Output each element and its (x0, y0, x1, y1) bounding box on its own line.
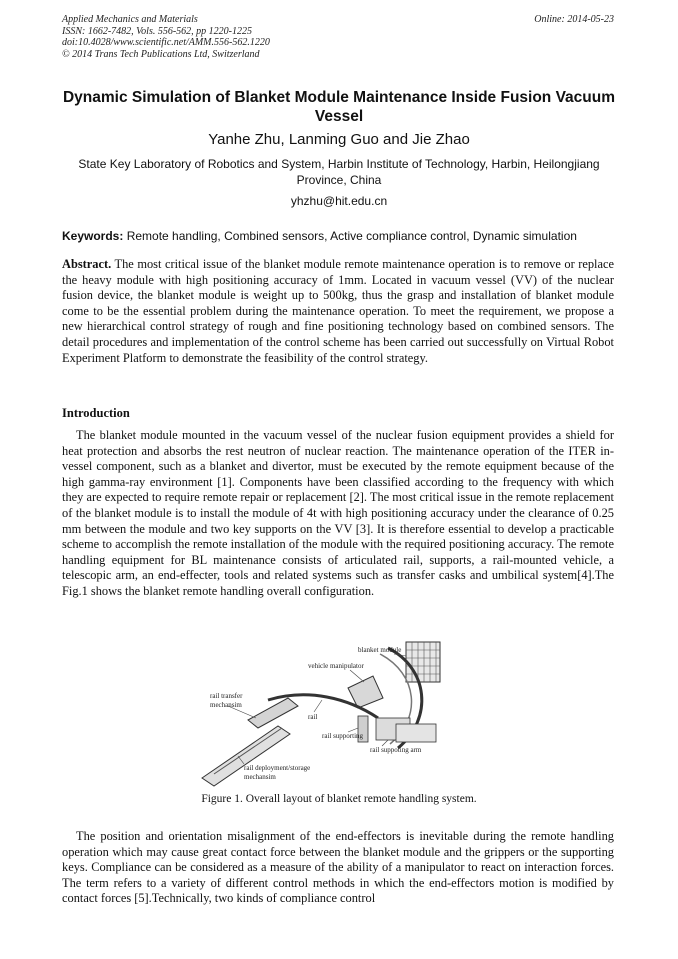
paper-affiliation: State Key Laboratory of Robotics and System, Harbin Institute of Technology, Harbin, Heilongjiang Province, China (78, 157, 600, 187)
keywords-text: Remote handling, Combined sensors, Active compliance control, Dynamic simulation (126, 229, 577, 243)
intro-heading: Introduction (62, 406, 130, 420)
label-vehicle-manipulator: vehicle manipulator (308, 662, 364, 670)
label-rail-transfer: rail transfer (210, 692, 243, 700)
label-rail-supporting: rail supporting (322, 732, 364, 740)
label-rail: rail (308, 713, 318, 721)
paper-title: Dynamic Simulation of Blanket Module Maintenance Inside Fusion Vacuum Vessel (62, 89, 616, 125)
author-email: yhzhu@hit.edu.cn (290, 194, 388, 208)
rail-transfer-shape (248, 698, 298, 728)
intro-paragraph: The blanket module mounted in the vacuum vessel of the nuclear fusion equipment provides a shield for heat protection and absorbs the rest neutron of nuclear reaction. The maintenance operation of the ITER in-vessel component, such as a blanket and divertor, must be executed by the remote equipment because of the high gamma-ray environment [1]. Components have been classified according to the frequency with which they are expected to require remote repair or replacement [2]. The most critical issue in the remote replacement of the blanket module is to install the module of 4t with high positioning accuracy under the clearance of 0.25 mm between the module and two key supports on the VV [3]. It is therefore essential to develop a practicable scheme to accomplish the remote installation of the module with the required positioning accuracy. The remote handling equipment for BL maintenance consists of articulated rail, supports, a rail-mounted vehicle, a telescopic arm, an end-effecter, tools and related systems such as transfer casks and umbilical system[4].The Fig.1 shows the blanket remote handling overall configuration. (62, 428, 614, 598)
abstract-paragraph (62, 257, 614, 366)
cask-shape (396, 724, 436, 742)
journal-header (62, 14, 270, 60)
abstract-text: The most critical issue of the blanket module remote maintenance operation is to remove or replace the heavy module with high positioning accuracy of 1mm. Located in vacuum vessel (VV) of the nuclear fusion device, the blanket module is weight up to 500kg, thus the grasp and installation of blanket module come to be the essential problem during the maintenance operation. To meet the requirement, we propose a new hierarchical control strategy of rough and fine positioning technology based on combined sensors. The detail procedures and implementation of the control scheme has been carried out successfully on Virtual Robot Experiment Platform to demonstrate the feasibility of the control strategy. (62, 257, 614, 365)
journal-name: Applied Mechanics and Materials (62, 14, 198, 25)
issn-line: ISSN: 1662-7482, Vols. 556-562, pp 1220-1225 (62, 25, 252, 37)
figure-1-caption: Figure 1. Overall layout of blanket remote handling system. (201, 793, 477, 805)
copyright-line: © 2014 Trans Tech Publications Ltd, Switzerland (62, 48, 260, 60)
blanket-module-shape (406, 642, 440, 682)
label-rail-transfer-mechanism: mechansim (210, 701, 242, 709)
label-rail-deployment-mechanism: mechansim (244, 773, 276, 781)
label-rail-supporting-arm: rail suppoting arm (370, 746, 422, 754)
body-paragraph-2: The position and orientation misalignment of the end-effectors is inevitable during the remote handling operation which may cause great contact force between the blanket module and the grippers or the supporting keys. Compliance can be considered as a measure of the ability of a manipulator to react on interaction forces. The term refers to a variety of different control methods in which the end-effectors motion is modified by contact forces [5].Technically, two kinds of compliance control (62, 829, 614, 906)
keywords-label: Keywords: (62, 229, 124, 243)
label-rail-deployment: rail deployment/storage (244, 764, 311, 772)
keywords-line (62, 229, 616, 243)
figure-1-drawing (198, 628, 450, 788)
abstract-label: Abstract. (62, 257, 112, 271)
label-blanket-module: blanket module (358, 646, 402, 654)
online-date: Online: 2014-05-23 (534, 14, 614, 25)
figure-1 (198, 628, 450, 788)
doi-line: doi:10.4028/www.scientific.net/AMM.556-562.1220 (62, 37, 270, 48)
paper-authors: Yanhe Zhu, Lanming Guo and Jie Zhao (208, 131, 470, 148)
